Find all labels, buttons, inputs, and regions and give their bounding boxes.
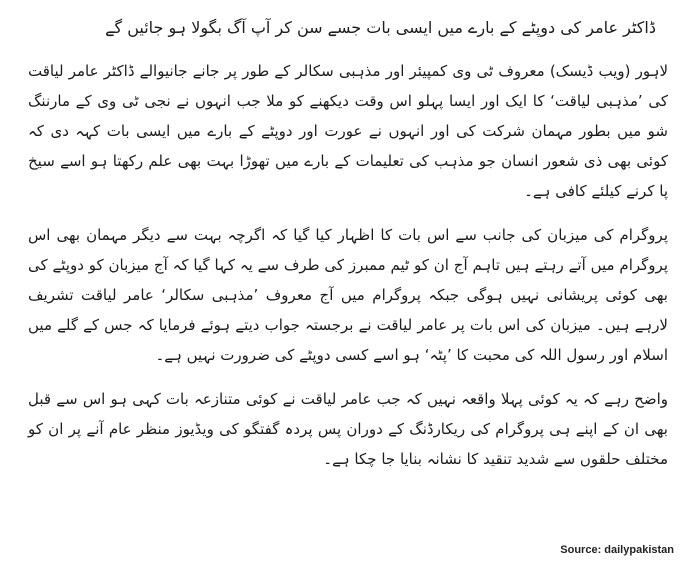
article-paragraph-1: لاہور (ویب ڈیسک) معروف ٹی وی کمپیئر اور مذہبی سکالر کے طور پر جانے جانیوالے ڈاکٹر عامر لیاقت کی ’مذہبی لیاقت‘ کا ایک اور ایسا پہلو اس وقت دیکھنے کو ملا جب انہوں نے نجی ٹی وی کے مارننگ شو میں بطور مہمان شرکت کی اور انہوں نے عورت اور دوپٹے کے بارے میں ایسی بات کہہ دی کہ کوئی بھی ذی شعور انسان جو مذہب کی تعلیمات کے بارے میں تھوڑا بہت بھی علم رکھتا ہو اسے سیخ پا کرنے کیلئے کافی ہے۔ [28,62,668,200]
article-paragraph-2: پروگرام کی میزبان کی جانب سے اس بات کا اظہار کیا گیا کہ اگرچہ بہت سے دیگر مہمان بھی اس پروگرام میں آتے رہتے ہیں تاہم آج ان کو ٹیم ممبرز کی طرف سے یہ کہا گیا کہ آج میزبان کو دوپٹے کی بھی کوئی پریشانی نہیں ہوگی جبکہ پروگرام میں آج معروف ’مذہبی سکالر‘ عامر لیاقت تشریف لارہے ہیں۔ میزبان کی اس بات پر عامر لیاقت نے برجستہ جواب دیتے ہوئے فرمایا کہ جس کے گلے میں اسلام اور رسول اللہ کی محبت کا ’پٹہ‘ ہو اسے کسی دوپٹے کی ضرورت نہیں ہے۔ [28,226,668,364]
source-credit: Source: dailypakistan [560,544,674,556]
article-paragraph-3: واضح رہے کہ یہ کوئی پہلا واقعہ نہیں کہ جب عامر لیاقت نے کوئی متنازعہ بات کہی ہو اس سے قبل بھی ان کے اپنے ہی پروگرام کی ریکارڈنگ کے دوران پس پردہ گفتگو کی ویڈیوز منظر عام آنے پر ان کو مختلف حلقوں سے شدید تنقید کا نشانہ بنایا جا چکا ہے۔ [28,390,668,468]
article-body [28,14,668,488]
article-headline: ڈاکٹر عامر کی دوپٹے کے بارے میں ایسی بات جسے سن کر آپ آگ بگولا ہو جائیں گے [105,18,656,37]
